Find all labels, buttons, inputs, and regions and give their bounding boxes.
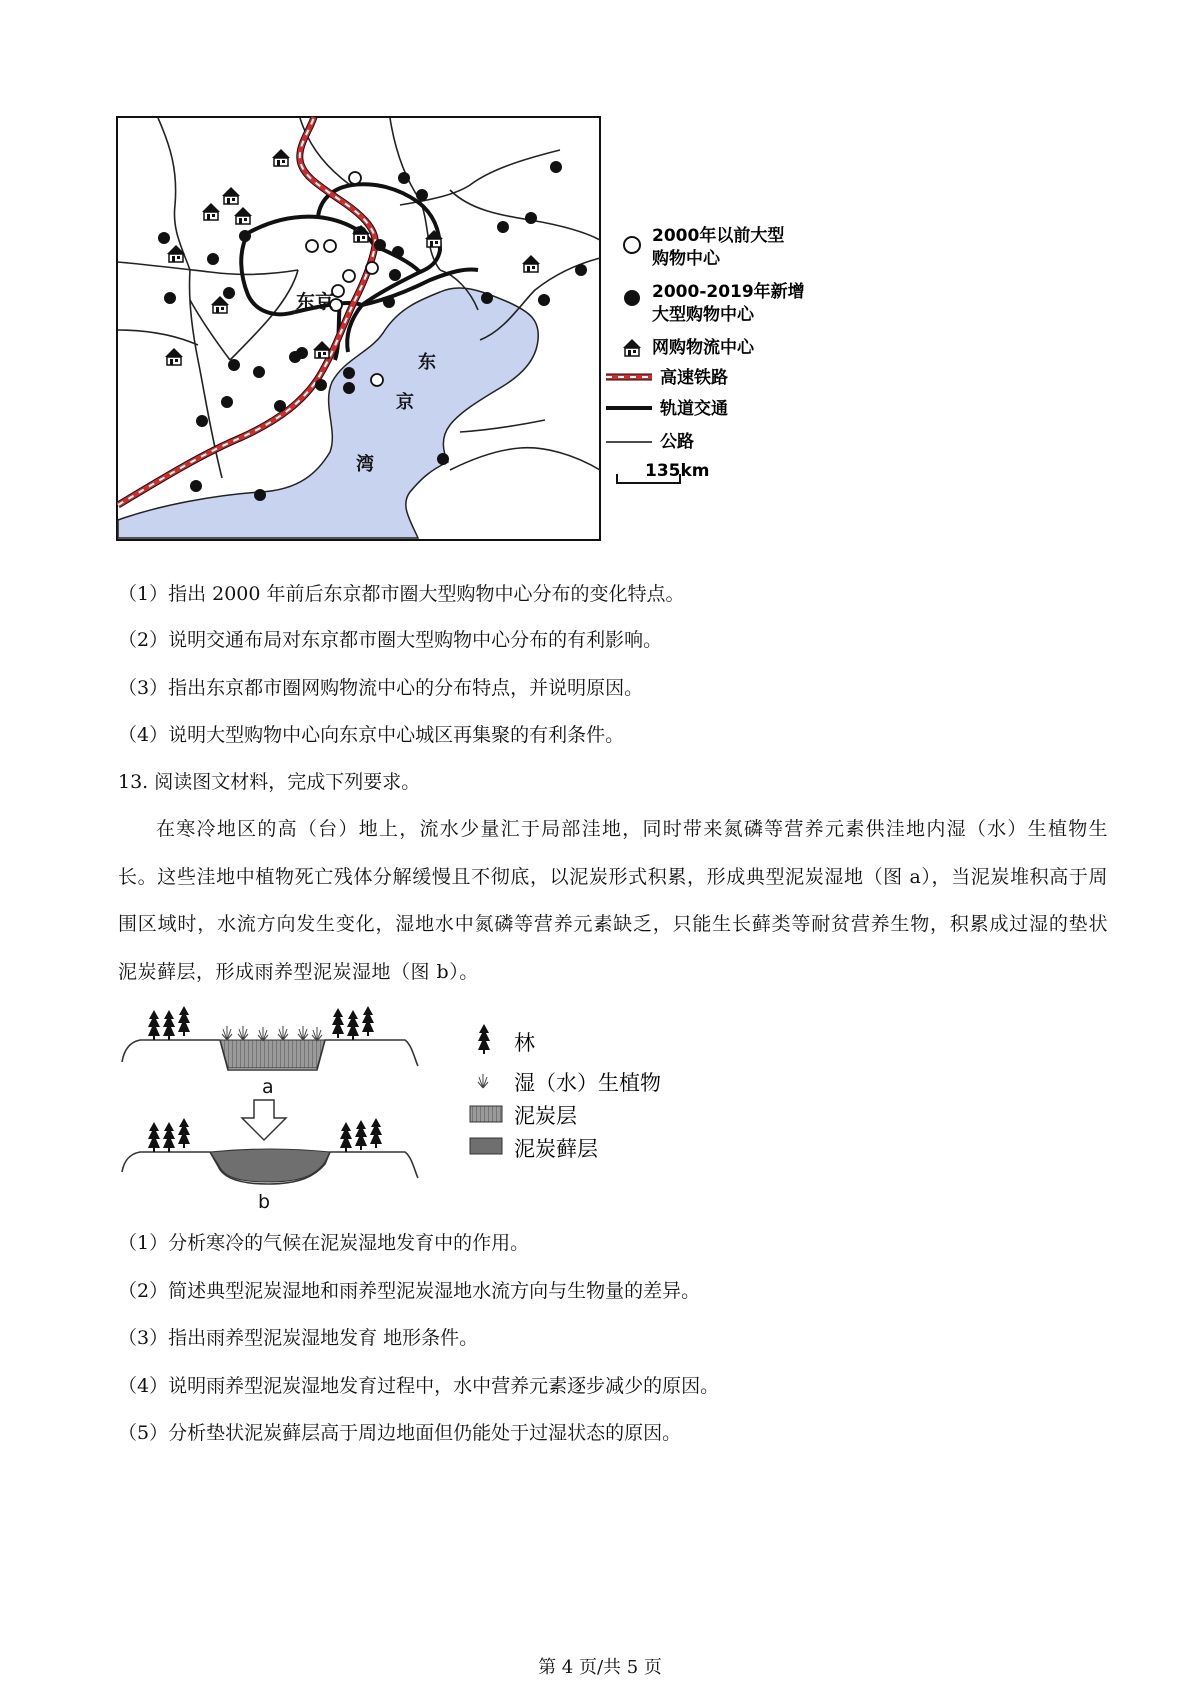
new-center-marker [253,366,265,378]
tree-icon [340,1122,352,1152]
peat-figure-legend [470,1024,661,1161]
pre-2000-center-marker [349,172,361,184]
tree-icon [148,1010,160,1040]
scale-label: 135km [645,461,710,481]
new-center-marker [254,489,266,501]
tree-icon [362,1006,374,1036]
pre-2000-center-marker [324,240,336,252]
tree-icon [355,1120,367,1150]
peat-layer-a [220,1040,325,1068]
peat-wetland-figure [0,990,1200,1210]
legend-wetland-plants: 湿（水）生植物 [514,1071,661,1095]
new-center-marker [416,189,428,201]
new-center-marker [343,367,355,379]
legend-railway: 高速铁路 [660,368,728,388]
new-center-marker [481,292,493,304]
new-center-marker [398,172,410,184]
bay-label-char: 湾 [356,454,374,475]
filled-circle-icon [624,290,640,306]
new-center-marker [228,359,240,371]
new-center-marker [343,382,355,394]
new-center-marker [196,415,208,427]
tokyo-city-label: 东京 [296,291,335,313]
tree-icon [148,1122,160,1152]
new-center-marker [164,292,176,304]
new-center-marker [315,379,327,391]
wetland-plant-icon [298,1026,308,1040]
legend-new-line1: 2000-2019年新增 [652,282,805,302]
new-center-marker [575,264,587,276]
new-center-marker [223,287,235,299]
new-center-marker [239,230,251,242]
tree-icon [178,1006,190,1036]
q13-item-4: （4）说明雨养型泥炭湿地发育过程中，水中营养元素逐步减少的原因。 [118,1375,720,1397]
q13-item-5: （5）分析垫状泥炭藓层高于周边地面但仍能处于过湿状态的原因。 [118,1422,682,1444]
hollow-circle-icon [624,237,640,253]
legend-logistics: 网购物流中心 [652,338,754,358]
legend-rail-transit: 轨道交通 [660,399,728,419]
new-center-marker [289,351,301,363]
tree-icon [178,1118,190,1148]
map-legend [606,225,805,483]
legend-forest: 林 [514,1031,535,1055]
pre-2000-center-marker [343,270,355,282]
q12-item-4: （4）说明大型购物中心向东京中心城区再集聚的有利条件。 [118,724,625,746]
new-center-marker [392,246,404,258]
legend-new-line2: 大型购物中心 [652,305,754,325]
tree-icon [478,1024,490,1054]
new-center-marker [221,396,233,408]
legend-road: 公路 [660,432,694,452]
wetland-plant-icon [258,1027,268,1041]
q12-item-2: （2）说明交通布局对东京都市圈大型购物中心分布的有利影响。 [118,629,663,651]
legend-peat-moss-layer: 泥炭藓层 [514,1137,598,1161]
pre-2000-center-marker [306,240,318,252]
tree-icon [163,1122,175,1152]
legend-pre-2000-line2: 购物中心 [652,249,720,269]
q12-item-3: （3）指出东京都市圈网购物流中心的分布特点，并说明原因。 [118,677,644,699]
q13-item-3: （3）指出雨养型泥炭湿地发育 地形条件。 [118,1327,479,1349]
wetland-plant-icon [238,1026,248,1040]
tree-icon [370,1118,382,1148]
new-center-marker [374,239,386,251]
new-center-marker [383,296,395,308]
tree-icon [332,1008,344,1038]
q12-item-1: （1）指出 2000 年前后东京都市圈大型购物中心分布的变化特点。 [118,583,685,605]
transition-arrow-icon [242,1100,286,1140]
legend-pre-2000-line1: 2000年以前大型 [652,226,785,246]
legend-peat-layer: 泥炭层 [514,1104,577,1128]
new-center-marker [207,253,219,265]
new-center-marker [497,221,509,233]
pre-2000-center-marker [371,374,383,386]
q13-item-2: （2）简述典型泥炭湿地和雨养型泥炭湿地水流方向与生物量的差异。 [118,1280,701,1302]
bay-label-char: 京 [396,392,414,413]
tree-icon [163,1010,175,1040]
house-icon [623,339,641,356]
new-center-marker [525,212,537,224]
new-center-marker [158,232,170,244]
new-center-marker [538,294,550,306]
page-footer: 第 4 页/共 5 页 [538,1657,662,1678]
wetland-plant-icon [478,1074,488,1088]
new-center-marker [190,480,202,492]
pre-2000-center-marker [366,262,378,274]
wetland-plant-icon [312,1027,322,1041]
q13-item-1: （1）分析寒冷的气候在泥炭湿地发育中的作用。 [118,1232,530,1254]
peat-layer-swatch [470,1106,502,1122]
q13-material-paragraph: 在寒冷地区的高（台）地上，流水少量汇于局部洼地，同时带来氮磷等营养元素供洼地内湿（水）生植物生长。这些洼地中植物死亡残体分解缓慢且不彻底，以泥炭形式积累，形成典型泥炭湿地（图 a），当泥炭堆积高于周围区域时，水流方向发生变化，湿地水中氮磷等营养元素缺乏，只能生长藓类等耐贫营养生物，积累成过湿的垫状泥炭藓层，形成雨养型泥炭湿地（图 b）。 [118,818,1108,983]
bay-label-char: 东 [418,352,436,373]
new-center-marker [437,453,449,465]
tokyo-map-figure [0,0,1200,560]
wetland-plant-icon [222,1026,232,1040]
tree-icon [347,1010,359,1040]
q13-heading: 13. 阅读图文材料，完成下列要求。 [118,771,421,793]
wetland-plant-icon [278,1026,288,1040]
diagram-a [122,1006,418,1098]
diagram-a-label: a [262,1076,274,1098]
diagram-b-label: b [258,1191,271,1210]
peat-moss-layer-swatch [470,1138,502,1154]
new-center-marker [274,400,286,412]
new-center-marker [389,269,401,281]
new-center-marker [550,161,562,173]
